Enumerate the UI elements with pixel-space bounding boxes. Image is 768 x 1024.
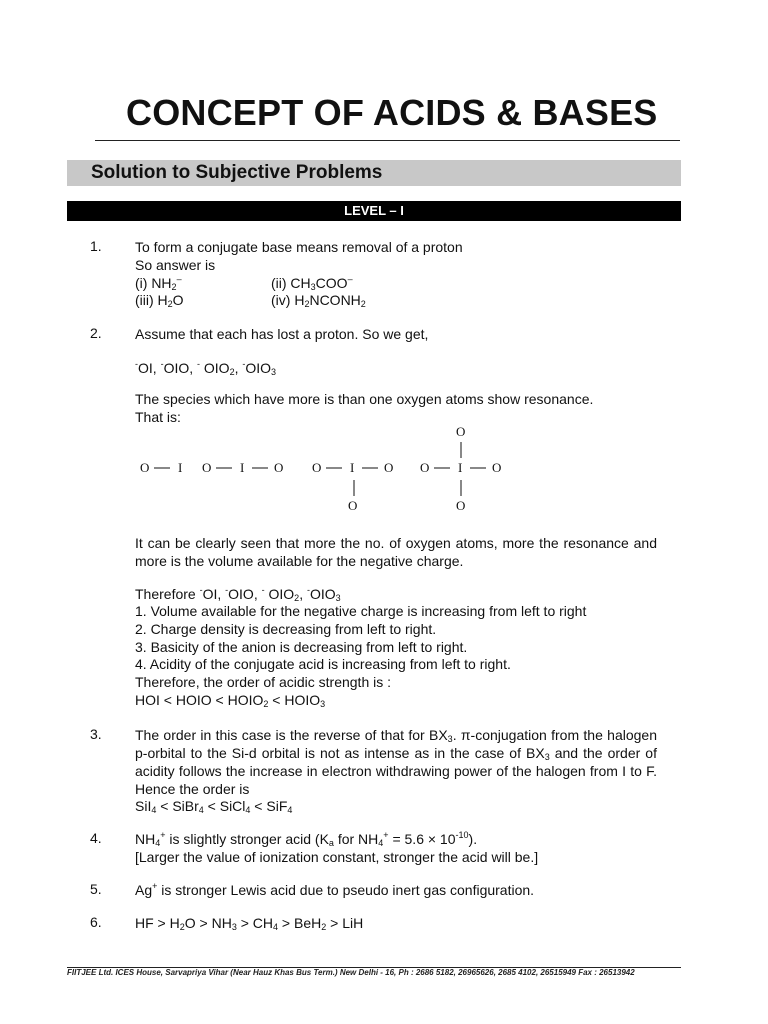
q3-order: SiI$_4$ < SiBr$_4$ < SiCl$_4$ < SiF$_4$ <box>135 798 293 815</box>
q4-line2: [Larger the value of ionization constant, stronger the acid will be.] <box>135 849 539 865</box>
struct3-o-bottom: O <box>348 498 358 513</box>
section-title: Solution to Subjective Problems <box>91 162 383 183</box>
q2-line2: The species which have more is than one oxygen atoms show resonance. <box>135 391 594 407</box>
q2-list-item: 1. Volume available for the negative charge is increasing from left to right <box>135 603 587 619</box>
q3-explanation: The order in this case is the reverse of that for $BX_3$. π-conjugation from the halogen p-orbital to the Si-d orbital is not as intense as in the case of $BX_3$ and the order of acidity follows the increase in electron withdrawing power of the halogen from I to F. Hence the order is <box>135 727 658 797</box>
question-number-5: 5. <box>90 881 102 897</box>
q2-order-line: Therefore, the order of acidic strength is : <box>135 674 392 690</box>
q2-list-item: 4. Acidity of the conjugate acid is increasing from left to right. <box>135 656 511 672</box>
q2-acid-order: HOI < HOIO < $HOIO_2$ < $HOIO_3$ <box>135 692 326 709</box>
q1-line1: To form a conjugate base means removal of a proton <box>135 239 463 255</box>
section-banner <box>67 160 681 186</box>
question-number-1: 1. <box>90 238 102 254</box>
struct2-o-left: O <box>202 460 212 475</box>
question-number-3: 3. <box>90 726 102 742</box>
q2-explanation: It can be clearly seen that more the no. of oxygen atoms, more the resonance and more is the volume available for the negative charge. <box>135 535 657 569</box>
q5-line1: Ag+ is stronger Lewis acid due to pseudo inert gas configuration. <box>135 881 535 898</box>
struct2-i: I <box>240 460 245 475</box>
q2-list-item: 2. Charge density is decreasing from left to right. <box>135 621 437 637</box>
title-underline <box>95 140 680 141</box>
q1-answer-iv: (iv) $H_2NCONH_2$ <box>271 292 366 309</box>
q2-line1: Assume that each has lost a proton. So we get, <box>135 326 429 342</box>
struct3-o-right: O <box>384 460 394 475</box>
q1-line2: So answer is <box>135 257 216 273</box>
struct4-i: I <box>458 460 463 475</box>
question-number-2: 2. <box>90 325 102 341</box>
q2-line3: That is: <box>135 409 181 425</box>
q2-list-item: 3. Basicity of the anion is decreasing from left to right. <box>135 639 468 655</box>
q2-therefore-species: Therefore -OI, -OIO, - $OIO_2$, $^-OIO_3$ <box>135 585 341 603</box>
struct4-o-bottom: O <box>456 498 466 513</box>
struct1-o: O <box>140 460 150 475</box>
struct2-o-right: O <box>274 460 284 475</box>
q1-answer-ii: (ii) $CH_3COO^-$ <box>271 274 353 292</box>
struct3-o-left: O <box>312 460 322 475</box>
q4-line1: $NH_4^+$ is slightly stronger acid ($K_a$ for $NH_4^+ = 5.6 \times 10^{-10}$). <box>135 830 478 848</box>
struct4-o-right: O <box>492 460 502 475</box>
page-title: CONCEPT OF ACIDS & BASES <box>126 92 658 133</box>
q1-answer-iii: (iii) $H_2O$ <box>135 292 184 309</box>
struct3-i: I <box>350 460 355 475</box>
question-number-6: 6. <box>90 914 102 930</box>
q1-answer-i: (i) $NH_2^-$ <box>135 274 182 292</box>
question-number-4: 4. <box>90 830 102 846</box>
q6-line1: HF > $H_2O > NH_3 > CH_4 > BeH_2$ > LiH <box>135 915 364 932</box>
struct4-o-top: O <box>456 424 466 439</box>
resonance-structures <box>130 420 530 520</box>
struct1-i: I <box>178 460 183 475</box>
struct4-o-left: O <box>420 460 430 475</box>
level-banner: LEVEL – I <box>67 201 681 221</box>
footer-address: FIITJEE Ltd. ICES House, Sarvapriya Vihar (Near Hauz Khas Bus Term.) New Delhi - 16, Ph : 2686 5182, 26965626, 2685 4102, 26515949 Fax : 26513942 <box>67 968 635 977</box>
q2-species: -OI, -OIO, - $OIO_2$, $^-OIO_3$ <box>135 359 277 377</box>
